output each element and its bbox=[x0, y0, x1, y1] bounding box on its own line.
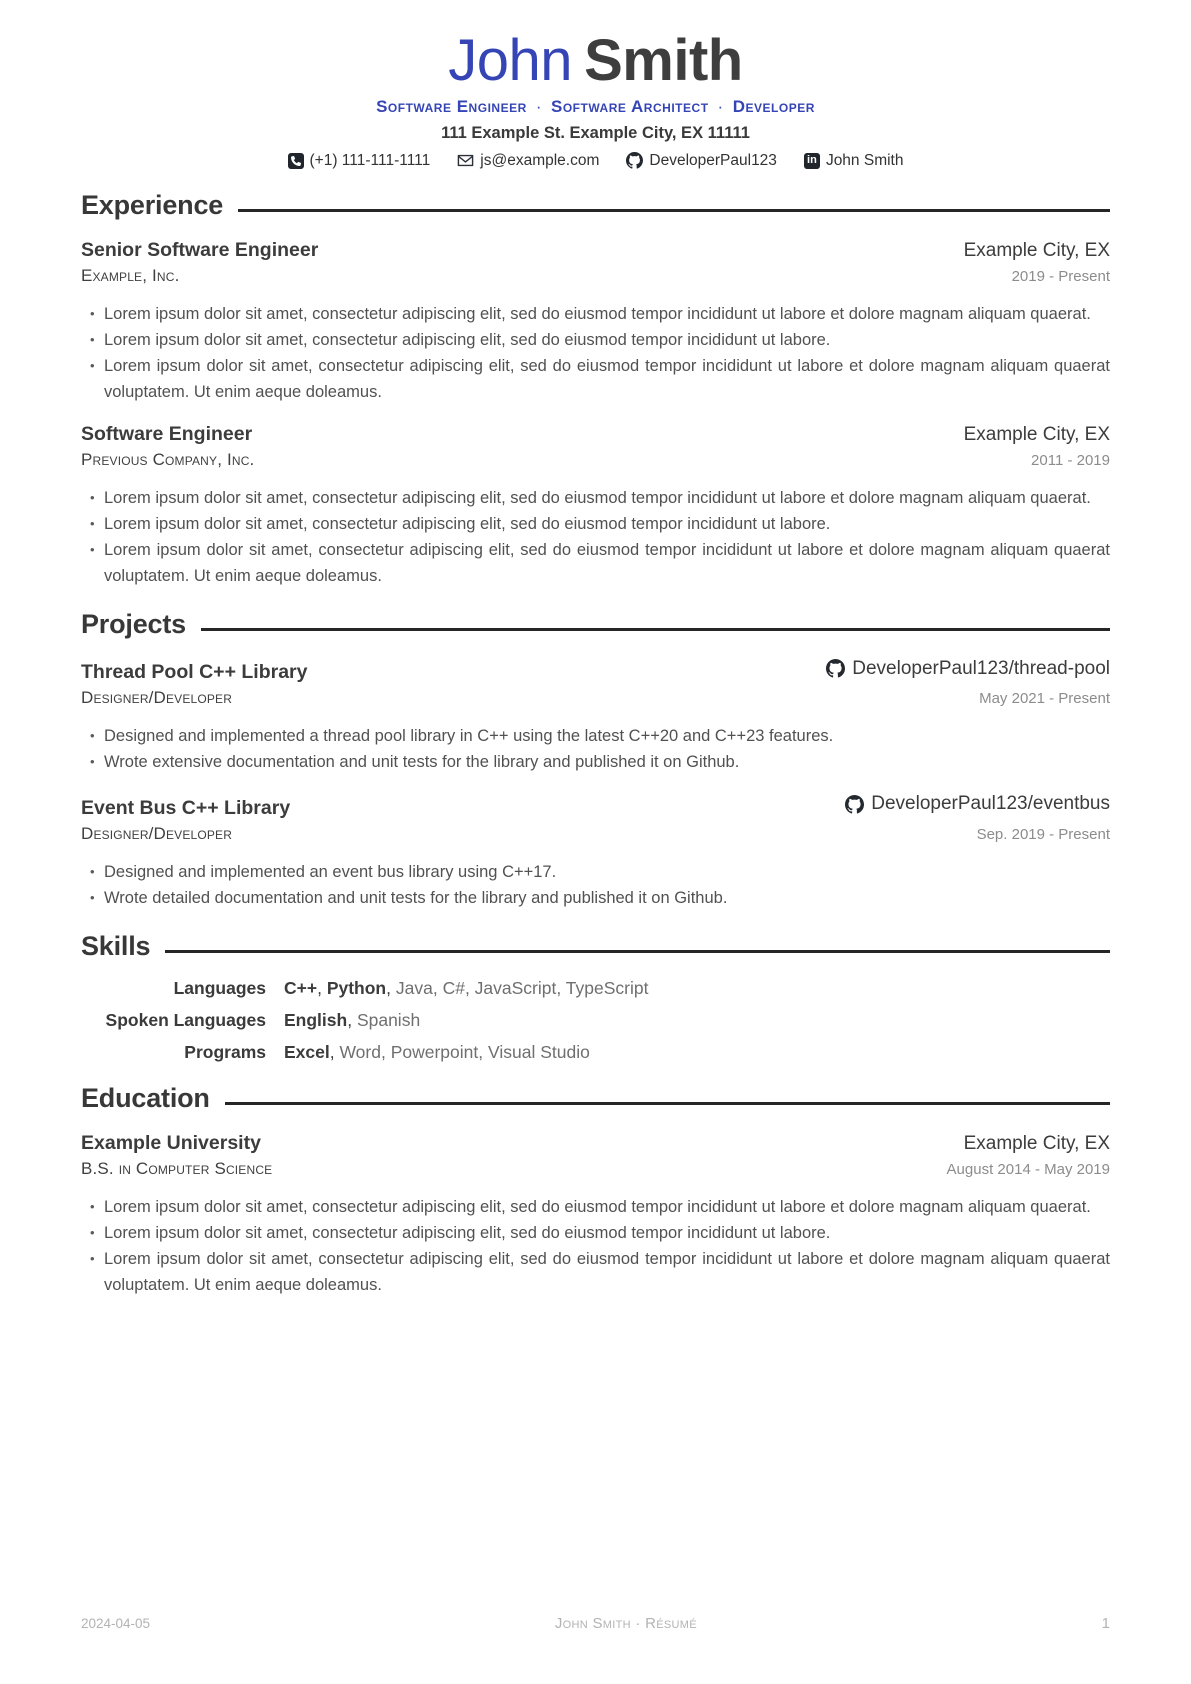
skill-item: Visual Studio bbox=[488, 1041, 590, 1062]
skill-values bbox=[284, 1010, 1110, 1031]
skill-separator: , bbox=[478, 1041, 488, 1062]
skill-item: Word bbox=[339, 1041, 381, 1062]
linkedin-icon: in bbox=[804, 153, 820, 169]
skill-row bbox=[81, 978, 1110, 999]
skill-category: Spoken Languages bbox=[105, 1009, 266, 1030]
section-title: Projects bbox=[81, 608, 186, 639]
tagline-separator: · bbox=[535, 96, 542, 116]
skill-values bbox=[284, 1042, 1110, 1063]
bullet-item: • Lorem ipsum dolor sit amet, consectetur adipiscing elit, sed do eiusmod tempor incididunt ut labore et dolore magnam aliquam quaerat. bbox=[81, 301, 1110, 327]
person-name bbox=[81, 30, 1110, 93]
entry-title: Example University bbox=[81, 1131, 261, 1154]
entry-subtitle-row bbox=[81, 688, 1110, 708]
entry-title-row bbox=[81, 239, 1110, 262]
resume-body bbox=[81, 190, 1110, 1298]
contact-text: js@example.com bbox=[480, 151, 600, 169]
tagline-item: Software Engineer bbox=[376, 96, 527, 116]
github-icon bbox=[845, 795, 864, 814]
skill-item: C# bbox=[442, 977, 465, 998]
bullet-item: • Wrote detailed documentation and unit tests for the library and published it on Github. bbox=[81, 885, 1110, 911]
entry-title-row bbox=[81, 1132, 1110, 1155]
bullet-item: • Designed and implemented an event bus library using C++17. bbox=[81, 859, 1110, 885]
skill-item: English bbox=[284, 1009, 348, 1030]
entry-dates: 2019 - Present bbox=[1011, 267, 1110, 285]
location-text: Example City, EX bbox=[963, 239, 1110, 261]
section-rule bbox=[201, 628, 1110, 631]
entry-title: Thread Pool C++ Library bbox=[81, 661, 308, 684]
contact-item[interactable] bbox=[626, 152, 777, 170]
phone-icon bbox=[288, 153, 304, 169]
skill-separator: , bbox=[386, 977, 396, 998]
skill-item: Excel bbox=[284, 1041, 330, 1062]
entry-subtitle: Designer/Developer bbox=[81, 688, 233, 708]
bullet-item: • Designed and implemented a thread pool library in C++ using the latest C++20 and C++23 features. bbox=[81, 723, 1110, 749]
bullet-item: • Lorem ipsum dolor sit amet, consectetur adipiscing elit, sed do eiusmod tempor incididunt ut labore. bbox=[81, 511, 1110, 537]
entry-location bbox=[964, 424, 1110, 446]
bullet-item: • Lorem ipsum dolor sit amet, consectetur adipiscing elit, sed do eiusmod tempor incididunt ut labore. bbox=[81, 327, 1110, 353]
bullet-item: • Lorem ipsum dolor sit amet, consectetur adipiscing elit, sed do eiusmod tempor incididunt ut labore et dolore magnam aliquam quaerat voluptatem. Ut enim aeque doleamus. bbox=[81, 353, 1110, 405]
bullet-list bbox=[81, 485, 1110, 589]
contact-item[interactable] bbox=[804, 152, 904, 170]
footer-title: John Smith · Résumé bbox=[554, 1615, 697, 1632]
contact-row bbox=[81, 152, 1110, 170]
section-rule bbox=[165, 950, 1110, 953]
section-education bbox=[81, 1083, 1110, 1298]
entry bbox=[81, 793, 1110, 911]
entry-subtitle-row bbox=[81, 824, 1110, 844]
tagline bbox=[81, 97, 1110, 117]
entry bbox=[81, 239, 1110, 405]
email-icon bbox=[457, 152, 474, 169]
entry-subtitle-row bbox=[81, 266, 1110, 286]
bullet-list bbox=[81, 859, 1110, 911]
footer-page-number: 1 bbox=[1101, 1615, 1110, 1632]
skills-table bbox=[81, 978, 1110, 1063]
entry-title: Senior Software Engineer bbox=[81, 238, 319, 261]
bullet-item: • Lorem ipsum dolor sit amet, consectetur adipiscing elit, sed do eiusmod tempor incididunt ut labore et dolore magnam aliquam quaerat voluptatem. Ut enim aeque doleamus. bbox=[81, 1246, 1110, 1298]
section-header bbox=[81, 931, 1110, 962]
entry-dates: 2011 - 2019 bbox=[1031, 451, 1110, 469]
entry-dates: May 2021 - Present bbox=[979, 690, 1110, 708]
contact-text: DeveloperPaul123 bbox=[649, 151, 777, 169]
skill-row bbox=[81, 1010, 1110, 1031]
resume-header bbox=[81, 30, 1110, 170]
section-header bbox=[81, 609, 1110, 640]
first-name: John bbox=[448, 28, 573, 93]
contact-text: John Smith bbox=[825, 151, 904, 169]
location-text: Example City, EX bbox=[963, 1132, 1110, 1154]
section-header bbox=[81, 1083, 1110, 1114]
skill-item: TypeScript bbox=[565, 977, 649, 998]
contact-item[interactable] bbox=[288, 152, 431, 170]
entry-dates: Sep. 2019 - Present bbox=[976, 825, 1110, 843]
section-experience bbox=[81, 190, 1110, 589]
skill-values bbox=[284, 978, 1110, 999]
entry-subtitle-row bbox=[81, 450, 1110, 470]
section-skills bbox=[81, 931, 1110, 1063]
last-name: Smith bbox=[584, 28, 743, 93]
skill-item: Powerpoint bbox=[390, 1041, 479, 1062]
entry bbox=[81, 423, 1110, 589]
skill-item: JavaScript bbox=[474, 977, 557, 998]
entry bbox=[81, 1132, 1110, 1298]
contact-item[interactable] bbox=[457, 152, 599, 170]
entry-subtitle-row bbox=[81, 1159, 1110, 1179]
entry-title-row bbox=[81, 793, 1110, 820]
skill-separator: , bbox=[347, 1009, 357, 1030]
entry-subtitle: Designer/Developer bbox=[81, 823, 233, 843]
tagline-item: Software Architect bbox=[550, 96, 709, 116]
repo-link[interactable] bbox=[845, 793, 1110, 815]
skill-item: C++ bbox=[284, 977, 318, 998]
section-title: Skills bbox=[81, 930, 151, 961]
skill-item: Spanish bbox=[356, 1009, 421, 1030]
bullet-item: • Lorem ipsum dolor sit amet, consectetur adipiscing elit, sed do eiusmod tempor incididunt ut labore. bbox=[81, 1220, 1110, 1246]
tagline-separator: · bbox=[717, 96, 724, 116]
entry-subtitle: Previous Company, Inc. bbox=[81, 449, 255, 469]
page-footer bbox=[81, 1615, 1110, 1632]
skill-separator: , bbox=[556, 977, 566, 998]
entry-title: Event Bus C++ Library bbox=[81, 796, 291, 819]
skill-separator: , bbox=[380, 1041, 391, 1062]
contact-text: (+1) 111-111-1111 bbox=[309, 151, 431, 169]
section-projects bbox=[81, 609, 1110, 911]
entry-subtitle: B.S. in Computer Science bbox=[81, 1158, 273, 1178]
bullet-list bbox=[81, 301, 1110, 405]
entry-location bbox=[964, 240, 1110, 262]
bullet-list bbox=[81, 1194, 1110, 1298]
address: 111 Example St. Example City, EX 11111 bbox=[441, 123, 750, 142]
bullet-item: • Lorem ipsum dolor sit amet, consectetur adipiscing elit, sed do eiusmod tempor incididunt ut labore et dolore magnam aliquam quaerat voluptatem. Ut enim aeque doleamus. bbox=[81, 537, 1110, 589]
skill-item: Java bbox=[395, 977, 433, 998]
footer-date: 2024-04-05 bbox=[81, 1616, 151, 1631]
skill-separator: , bbox=[432, 977, 443, 998]
skill-separator: , bbox=[464, 977, 475, 998]
entry-title-row bbox=[81, 658, 1110, 685]
entry-location bbox=[964, 1133, 1110, 1155]
skill-separator: , bbox=[317, 977, 327, 998]
repo-link[interactable] bbox=[826, 658, 1110, 680]
entry-title: Software Engineer bbox=[81, 422, 253, 445]
skill-separator: , bbox=[329, 1041, 340, 1062]
tagline-item: Developer bbox=[732, 96, 815, 116]
section-rule bbox=[238, 209, 1110, 212]
github-icon bbox=[826, 659, 845, 678]
github-icon bbox=[626, 152, 643, 169]
skill-category: Languages bbox=[173, 977, 266, 998]
repo-name: DeveloperPaul123/eventbus bbox=[871, 793, 1110, 815]
skill-category: Programs bbox=[184, 1041, 266, 1062]
skill-row bbox=[81, 1042, 1110, 1063]
entry-subtitle: Example, Inc. bbox=[81, 265, 180, 285]
bullet-list bbox=[81, 723, 1110, 775]
entry-title-row bbox=[81, 423, 1110, 446]
section-header bbox=[81, 190, 1110, 221]
section-rule bbox=[225, 1102, 1110, 1105]
repo-name: DeveloperPaul123/thread-pool bbox=[852, 657, 1110, 679]
bullet-item: • Lorem ipsum dolor sit amet, consectetur adipiscing elit, sed do eiusmod tempor incididunt ut labore et dolore magnam aliquam quaerat. bbox=[81, 1194, 1110, 1220]
entry-dates: August 2014 - May 2019 bbox=[946, 1160, 1110, 1178]
bullet-item: • Lorem ipsum dolor sit amet, consectetur adipiscing elit, sed do eiusmod tempor incididunt ut labore et dolore magnam aliquam quaerat. bbox=[81, 485, 1110, 511]
bullet-item: • Wrote extensive documentation and unit tests for the library and published it on Github. bbox=[81, 749, 1110, 775]
entry bbox=[81, 658, 1110, 776]
section-title: Education bbox=[81, 1082, 210, 1113]
section-title: Experience bbox=[81, 189, 224, 220]
skill-item: Python bbox=[326, 977, 387, 998]
location-text: Example City, EX bbox=[963, 423, 1110, 445]
